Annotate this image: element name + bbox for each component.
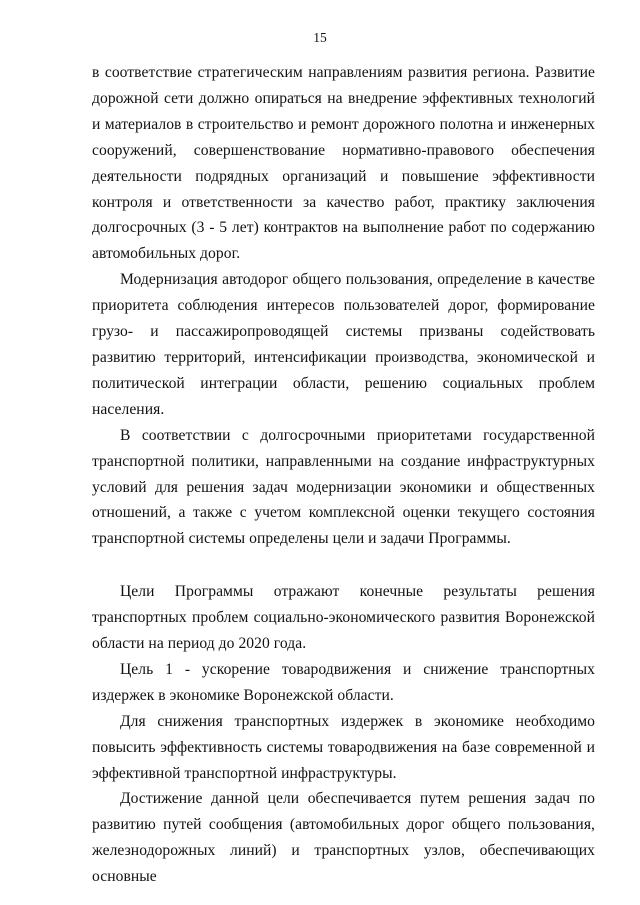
paragraph-program-goals: Цели Программы отражают конечные результаты решения транспортных проблем социально-экономического развития Воронежской области на период до 2020 года. — [92, 583, 595, 653]
paragraph-cost-reduction: Для снижения транспортных издержек в экономике необходимо повысить эффективность системы товародвижения на базе современной и эффективной транспортной инфраструктуры. — [92, 712, 595, 782]
paragraph-transport-policy: В соответствии с долгосрочными приоритетами государственной транспортной политики, направленными на создание инфраструктурных условий для решения задач модернизации экономики и общественных отношений, а также с учетом комплексной оценки текущего состояния транспортной системы определены цели и задачи Программы. — [92, 426, 595, 548]
paragraph-modernization: Модернизация автодорог общего пользования, определение в качестве приоритета соблюдения интересов пользователей дорог, формирование грузо- и пассажиропроводящей системы призваны содействовать развитию территорий, интенсификации производства, экономической и политической интеграции области, решению социальных проблем населения. — [92, 271, 595, 418]
paragraph-goal-achievement: Достижение данной цели обеспечивается путем решения задач по развитию путей сообщения (автомобильных дорог общего пользования, железнодорожных линий) и транспортных узлов, обеспечивающих основные — [92, 790, 595, 886]
page-number: 15 — [313, 30, 327, 45]
paragraph-continuation: в соответствие стратегическим направлениям развития региона. Развитие дорожной сети должно опираться на внедрение эффективных технологий и материалов в строительство и ремонт дорожного полотна и инженерных сооружений, совершенствование нормативно-правового обеспечения деятельности подрядных организаций и повышение эффективности контроля и ответственности за качество работ, практику заключения долгосрочных (3 - 5 лет) контрактов на выполнение работ по содержанию автомобильных дорог. — [92, 64, 595, 263]
paragraph-goal-1: Цель 1 - ускорение товародвижения и снижение транспортных издержек в экономике Воронежской области. — [92, 660, 595, 704]
document-body — [92, 60, 595, 890]
section-gap — [92, 552, 595, 579]
